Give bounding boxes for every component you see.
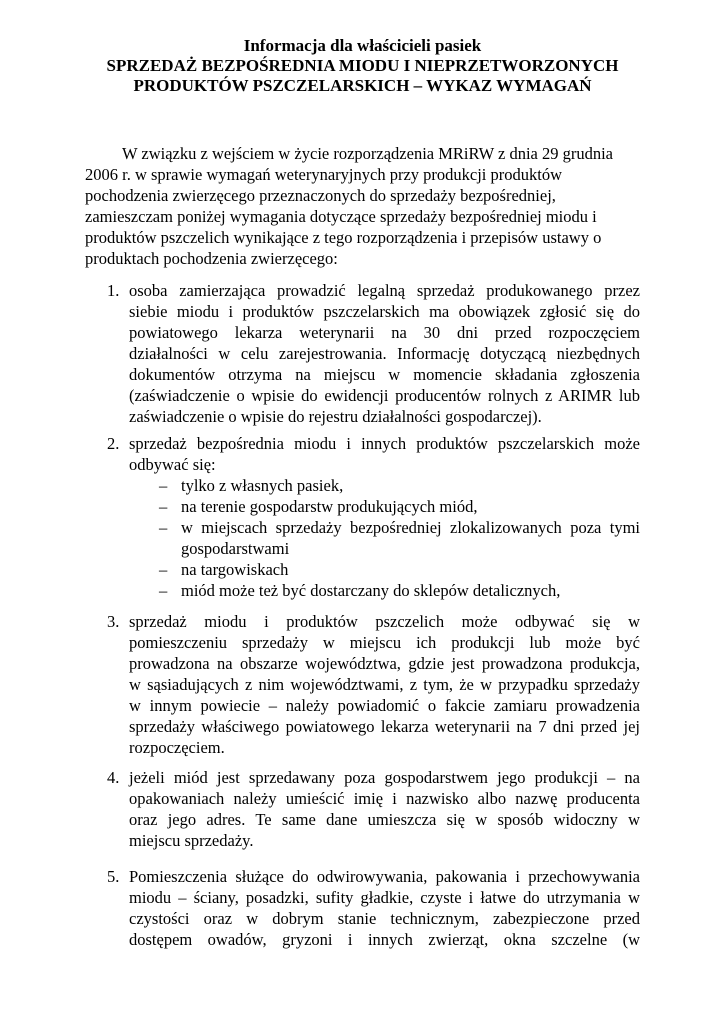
intro-line: 2006 r. w sprawie wymagań weterynaryjnych przy produkcji produktów xyxy=(85,165,563,184)
list-item-number: 4. xyxy=(107,768,120,787)
dash-bullet: – xyxy=(159,497,168,516)
sub-item-text: w miejscach sprzedaży bezpośredniej zlokalizowanych poza tymi xyxy=(181,518,640,537)
item-line: sprzedaż bezpośrednia miodu i innych produktów pszczelarskich może xyxy=(129,434,640,453)
list-item-text xyxy=(129,433,640,601)
document-header xyxy=(60,36,665,96)
intro-line: produktach pochodzenia zwierzęcego: xyxy=(85,249,338,268)
list-item-number: 1. xyxy=(107,281,120,300)
sub-item-text: tylko z własnych pasiek, xyxy=(181,476,344,495)
item-line: w sąsiadujących z nim województwami, z tym, że w przypadku sprzedaży xyxy=(129,675,640,694)
item-line: (zaświadczenie o wpisie do ewidencji producentów rolnych z ARIMR lub xyxy=(129,386,640,405)
list-item-text xyxy=(129,611,640,758)
intro-line: produktów pszczelich wynikające z tego rozporządzenia i przepisów ustawy o xyxy=(85,228,602,247)
dash-bullet: – xyxy=(159,581,168,600)
dash-bullet: – xyxy=(159,560,168,579)
sub-item-text: miód może też być dostarczany do sklepów detalicznych, xyxy=(181,581,561,600)
item-line: działalności w celu zarejestrowania. Informację dotyczącą niezbędnych xyxy=(129,344,640,363)
item-line: prowadzona na obszarze województwa, gdzie jest prowadzona produkcja, xyxy=(129,654,640,673)
intro-line: pochodzenia zwierzęcego przeznaczonych do sprzedaży bezpośredniej, xyxy=(85,186,556,205)
list-item-text xyxy=(129,866,640,950)
item-line: rozpoczęciem. xyxy=(129,738,225,757)
item-line: oraz jego adres. Te same dane umieszcza się w sposób widoczny w xyxy=(129,810,640,829)
intro-line: zamieszczam poniżej wymagania dotyczące sprzedaży bezpośredniej miodu i xyxy=(85,207,597,226)
item-line: odbywać się: xyxy=(129,455,216,474)
item-line: sprzedaży właściwego powiatowego lekarza weterynarii na 7 dni przed jej xyxy=(129,717,640,736)
dash-bullet: – xyxy=(159,518,168,537)
sub-item-text: na terenie gospodarstw produkujących miód, xyxy=(181,497,478,516)
list-item-number: 5. xyxy=(107,867,120,886)
item-line: zaświadczenie o wpisie do rejestru działalności gospodarczej). xyxy=(129,407,542,426)
header-subtitle: Informacja dla właścicieli pasiek xyxy=(243,36,482,55)
item-line: pomieszczeniu sprzedaży w miejscu ich produkcji lub może być xyxy=(129,633,640,652)
list-item-text xyxy=(129,280,640,427)
sub-item-continuation xyxy=(129,538,640,559)
sub-item-text: gospodarstwami xyxy=(181,539,290,558)
item-line: miodu – ściany, posadzki, sufity gładkie, czyste i łatwe do utrzymania w xyxy=(129,888,640,907)
item-line: Pomieszczenia służące do odwirowywania, pakowania i przechowywania xyxy=(129,867,640,886)
list-item-number: 2. xyxy=(107,434,120,453)
item-line: w innym powiecie – należy powiadomić o fakcie zamiaru prowadzenia xyxy=(129,696,640,715)
item-line: siebie miodu i produktów pszczelarskich ma obowiązek zgłosić się do xyxy=(129,302,640,321)
item-line: dokumentów otrzyma na miejscu w momencie składania zgłoszenia xyxy=(129,365,640,384)
sub-item-text: na targowiskach xyxy=(181,560,289,579)
sub-item xyxy=(129,559,640,580)
sub-item xyxy=(129,475,640,496)
dash-bullet: – xyxy=(159,476,168,495)
item-line: jeżeli miód jest sprzedawany poza gospodarstwem jego produkcji – na xyxy=(129,768,640,787)
item-line: miejscu sprzedaży. xyxy=(129,831,254,850)
list-item-text xyxy=(129,767,640,851)
list-item-number: 3. xyxy=(107,612,120,631)
item-line: powiatowego lekarza weterynarii na 30 dni przed rozpoczęciem xyxy=(129,323,640,342)
item-line: czystości oraz w dobrym stanie technicznym, zabezpieczone przed xyxy=(129,909,640,928)
sub-item xyxy=(129,496,640,517)
header-title-line-2: PRODUKTÓW PSZCZELARSKICH – WYKAZ WYMAGAŃ xyxy=(133,76,592,95)
sub-item xyxy=(129,517,640,538)
sub-item xyxy=(129,580,640,601)
header-title-line-1: SPRZEDAŻ BEZPOŚREDNIA MIODU I NIEPRZETWORZONYCH xyxy=(106,56,619,75)
item-line: dostępem owadów, gryzoni i innych zwierząt, okna szczelne (w xyxy=(129,930,640,949)
item-line: osoba zamierzająca prowadzić legalną sprzedaż produkowanego przez xyxy=(129,281,640,300)
item-line: opakowaniach należy umieścić imię i nazwisko albo nazwę producenta xyxy=(129,789,640,808)
intro-paragraph xyxy=(85,143,645,269)
item-line: sprzedaż miodu i produktów pszczelich może odbywać się w xyxy=(129,612,640,631)
intro-line: W związku z wejściem w życie rozporządzenia MRiRW z dnia 29 grudnia xyxy=(122,144,614,163)
